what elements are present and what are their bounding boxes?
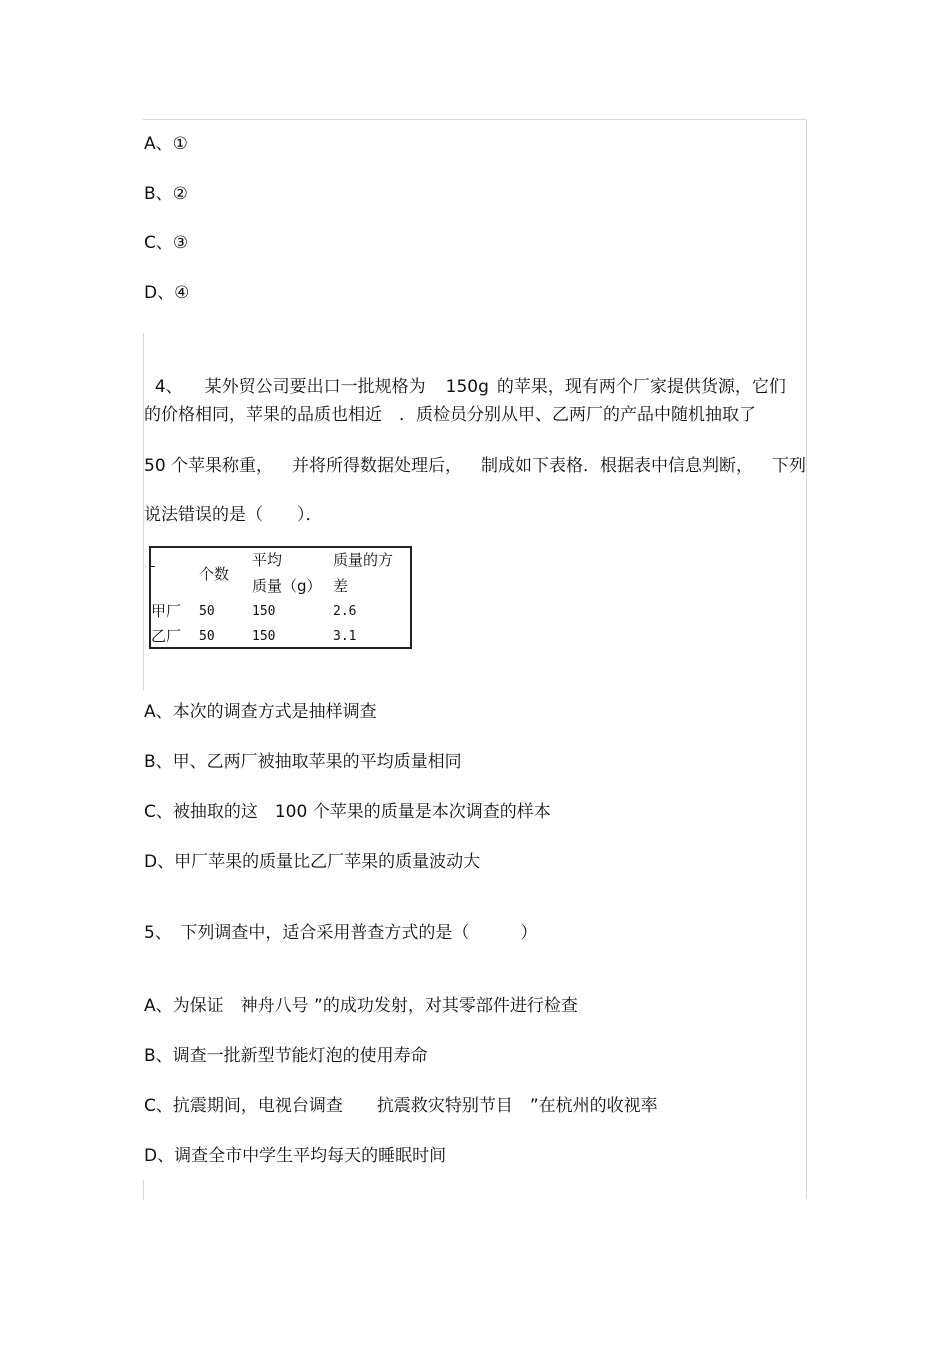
q4-option-c: C、被抽取的这 100 个苹果的质量是本次调查的样本 bbox=[144, 802, 551, 822]
table-header-variance-2: 差 bbox=[333, 577, 349, 595]
table-row-factory: 甲厂 bbox=[151, 602, 182, 620]
table-row-mean: 150 bbox=[252, 604, 276, 619]
table-header-count: 个数 bbox=[199, 565, 230, 583]
table-header-mean-2: 质量（g） bbox=[252, 577, 322, 595]
q5-option-a: A、为保证 神舟八号 ”的成功发射，对其零部件进行检查 bbox=[144, 996, 578, 1016]
table-divider-mark bbox=[151, 566, 155, 567]
page-frame-top bbox=[143, 119, 807, 120]
q4-option-d: D、甲厂苹果的质量比乙厂苹果的质量波动大 bbox=[144, 852, 481, 872]
table-row-variance: 3.1 bbox=[333, 629, 357, 644]
table-row-variance: 2.6 bbox=[333, 604, 357, 619]
q4-stem-line-3: 50 个苹果称重， 并将所得数据处理后， 制成如下表格．根据表中信息判断， 下列 bbox=[144, 456, 806, 476]
table-row-count: 50 bbox=[199, 604, 215, 619]
q4-number: 4、 bbox=[154, 377, 183, 397]
q3-option-b: B、② bbox=[144, 184, 188, 204]
table-header-variance-1: 质量的方 bbox=[333, 551, 394, 569]
page-frame-right bbox=[806, 119, 807, 1199]
table-row-mean: 150 bbox=[252, 629, 276, 644]
q3-option-a: A、① bbox=[144, 134, 188, 154]
table-row-count: 50 bbox=[199, 629, 215, 644]
table-header-mean-1: 平均 bbox=[252, 551, 283, 569]
q3-option-d: D、④ bbox=[144, 283, 190, 303]
q4-stem-line-1: 4、 某外贸公司要出口一批规格为 150g 的苹果，现有两个厂家提供货源，它们 bbox=[154, 377, 786, 397]
q4-stem-line-2: 的价格相同，苹果的品质也相近 ．质检员分别从甲、乙两厂的产品中随机抽取了 bbox=[144, 405, 756, 425]
apple-data-table bbox=[149, 546, 412, 649]
q3-option-c: C、③ bbox=[144, 233, 189, 253]
q4-stem-line-4: 说法错误的是（ ）． bbox=[144, 505, 323, 525]
q5-option-c: C、抗震期间，电视台调查 抗震救灾特别节目 ”在杭州的收视率 bbox=[144, 1096, 658, 1116]
q5-option-d: D、调查全市中学生平均每天的睡眠时间 bbox=[144, 1146, 447, 1166]
table-row-factory: 乙厂 bbox=[151, 627, 182, 645]
page-frame-left bbox=[143, 1180, 144, 1200]
q4-option-a: A、本次的调查方式是抽样调查 bbox=[144, 702, 377, 722]
q5-stem: 5、 下列调查中，适合采用普查方式的是（ ） bbox=[144, 923, 538, 943]
q4-option-b: B、甲、乙两厂被抽取苹果的平均质量相同 bbox=[144, 752, 462, 772]
q5-option-b: B、调查一批新型节能灯泡的使用寿命 bbox=[144, 1046, 428, 1066]
